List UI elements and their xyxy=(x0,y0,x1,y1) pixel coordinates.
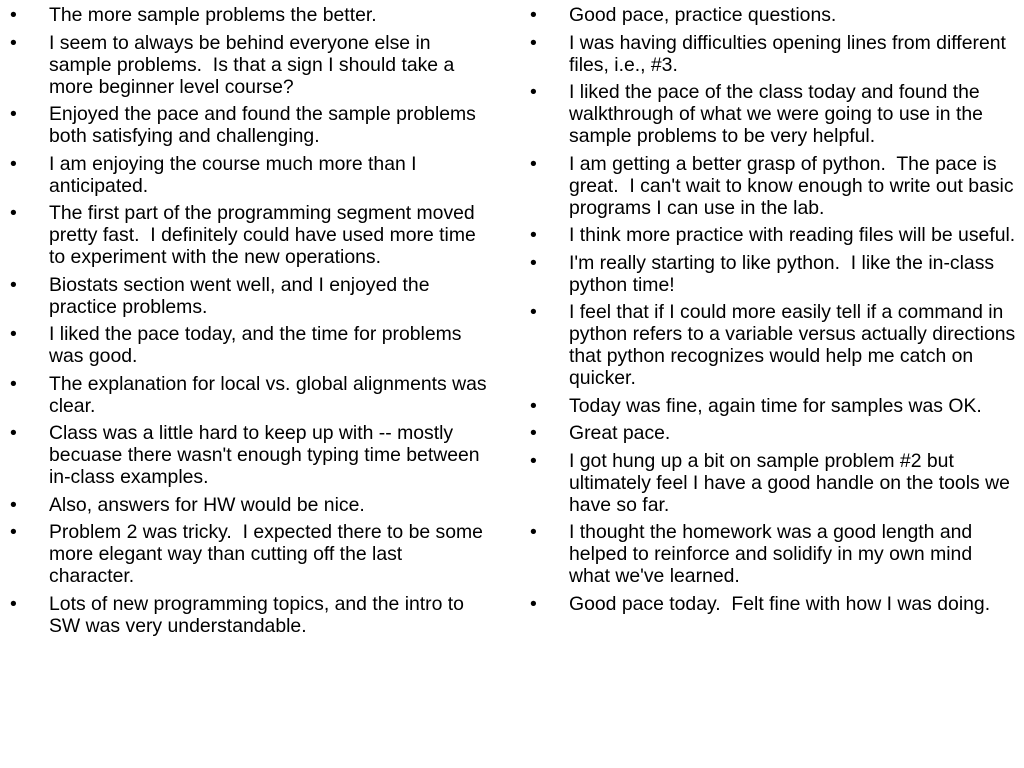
bullet-icon: • xyxy=(10,202,17,224)
left-feedback-column xyxy=(10,4,492,642)
bullet-icon: • xyxy=(530,31,537,54)
feedback-item xyxy=(10,103,488,147)
feedback-item xyxy=(10,422,488,488)
feedback-text: The more sample problems the better. xyxy=(49,4,377,26)
feedback-text: Today was fine, again time for samples was OK. xyxy=(569,394,982,417)
feedback-item xyxy=(530,224,1018,246)
feedback-item xyxy=(10,323,488,367)
feedback-item xyxy=(530,252,1018,296)
feedback-text: The explanation for local vs. global alignments was clear. xyxy=(49,372,492,417)
bullet-icon: • xyxy=(10,103,17,125)
feedback-text: Also, answers for HW would be nice. xyxy=(49,493,365,516)
bullet-icon: • xyxy=(530,81,537,103)
feedback-item xyxy=(530,32,1018,76)
bullet-icon: • xyxy=(10,4,17,26)
feedback-text: Problem 2 was tricky. I expected there to be some more elegant way than cutting off the last character. xyxy=(49,521,489,587)
feedback-text: I seem to always be behind everyone else in sample problems. Is that a sign I should take a more beginner level course? xyxy=(49,31,460,98)
feedback-text: I liked the pace today, and the time for problems was good. xyxy=(49,323,467,367)
feedback-text: Good pace, practice questions. xyxy=(569,4,837,26)
right-feedback-column xyxy=(530,4,1021,620)
feedback-item xyxy=(530,422,1018,444)
feedback-item xyxy=(530,4,1018,26)
feedback-text: I thought the homework was a good length and helped to reinforce and solidify in my own mind what we've learned. xyxy=(569,521,978,587)
feedback-item xyxy=(530,593,1018,615)
feedback-item xyxy=(10,32,488,98)
feedback-item xyxy=(530,521,1018,587)
bullet-icon: • xyxy=(10,372,17,395)
feedback-text: Enjoyed the pace and found the sample problems both satisfying and challenging. xyxy=(49,103,482,147)
feedback-text: I was having difficulties opening lines from different files, i.e., #3. xyxy=(569,31,1012,76)
bullet-icon: • xyxy=(530,301,537,323)
bullet-icon: • xyxy=(530,224,537,246)
feedback-item xyxy=(10,274,488,318)
feedback-text: I'm really starting to like python. I like the in-class python time! xyxy=(569,251,1000,296)
bullet-icon: • xyxy=(10,152,17,175)
feedback-item xyxy=(10,494,488,516)
feedback-item xyxy=(530,301,1021,389)
bullet-icon: • xyxy=(10,493,17,516)
bullet-icon: • xyxy=(530,394,537,417)
feedback-item xyxy=(10,521,488,587)
bullet-icon: • xyxy=(10,422,17,444)
feedback-text: Good pace today. Felt fine with how I was doing. xyxy=(569,592,991,615)
feedback-item xyxy=(10,153,488,197)
feedback-text: I liked the pace of the class today and found the walkthrough of what we were going to use in the sample problems to be very helpful. xyxy=(569,81,989,147)
bullet-icon: • xyxy=(530,4,537,26)
bullet-icon: • xyxy=(530,449,537,472)
bullet-icon: • xyxy=(530,152,537,175)
feedback-item xyxy=(530,81,1018,147)
bullet-icon: • xyxy=(10,323,17,345)
bullet-icon: • xyxy=(10,592,17,615)
feedback-item xyxy=(530,450,1018,516)
feedback-item xyxy=(10,4,488,26)
bullet-icon: • xyxy=(530,251,537,274)
bullet-icon: • xyxy=(10,273,17,296)
feedback-text: I am enjoying the course much more than I anticipated. xyxy=(49,152,422,197)
feedback-text: Biostats section went well, and I enjoyed the practice problems. xyxy=(49,273,435,318)
feedback-text: I feel that if I could more easily tell if a command in python refers to a variable versus actually directions that python recognizes would help me catch on quicker. xyxy=(569,301,1021,389)
bullet-icon: • xyxy=(530,521,537,543)
bullet-icon: • xyxy=(530,592,537,615)
feedback-text: I got hung up a bit on sample problem #2 but ultimately feel I have a good handle on the tools we have so far. xyxy=(569,449,1016,516)
feedback-text: Class was a little hard to keep up with -- mostly becuase there wasn't enough typing time between in-class examples. xyxy=(49,422,485,488)
feedback-text: I am getting a better grasp of python. The pace is great. I can't wait to know enough to write out basic programs I can use in the lab. xyxy=(569,152,1019,219)
feedback-item xyxy=(530,153,1018,219)
bullet-icon: • xyxy=(10,31,17,54)
feedback-text: I think more practice with reading files will be useful. xyxy=(569,224,1016,246)
bullet-icon: • xyxy=(10,521,17,543)
feedback-text: The first part of the programming segment moved pretty fast. I definitely could have used more time to experiment with the new operations. xyxy=(49,202,482,268)
feedback-text: Great pace. xyxy=(569,422,671,444)
feedback-item xyxy=(10,372,492,417)
bullet-icon: • xyxy=(530,422,537,444)
feedback-text: Lots of new programming topics, and the intro to SW was very understandable. xyxy=(49,592,470,637)
feedback-item xyxy=(10,202,488,268)
feedback-item xyxy=(530,395,1018,417)
feedback-item xyxy=(10,593,488,637)
